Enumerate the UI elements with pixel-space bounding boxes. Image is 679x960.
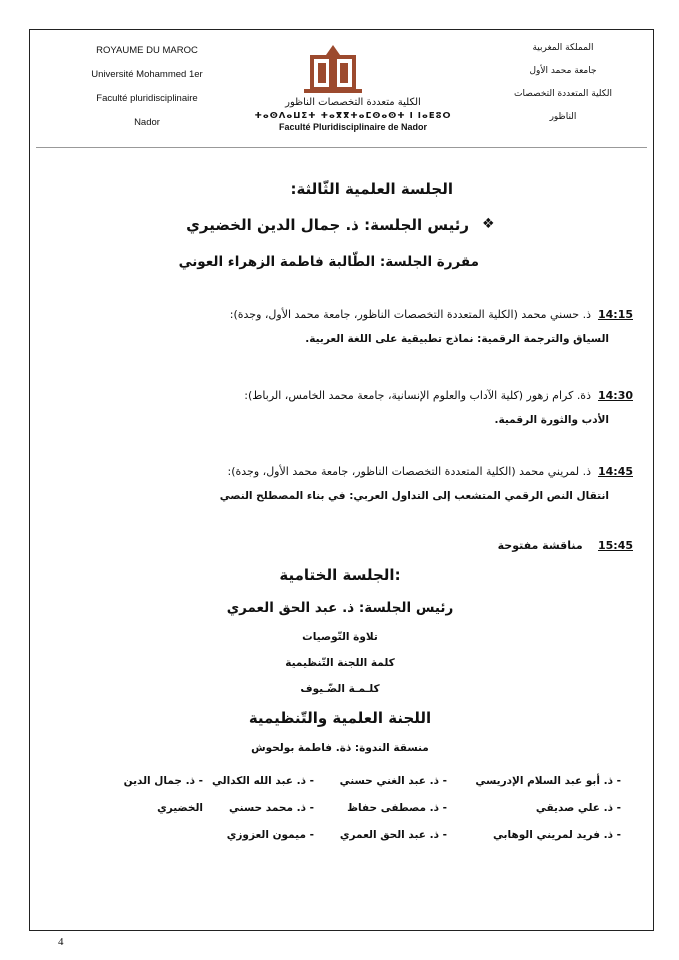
closing-item: كلمة اللجنة التّنظيمية	[285, 657, 395, 669]
committee-coordinator: منسقة الندوة: ذة. فاطمة بولحوش	[251, 742, 429, 754]
closing-chair: رئيس الجلسة: ذ. عبد الحق العمري	[226, 600, 454, 616]
header-french-line: Université Mohammed 1er	[91, 69, 203, 80]
committee-member: - ميمون العزوزي	[226, 829, 314, 841]
talk-speaker-line	[33, 465, 633, 478]
committee-member: - ذ. عبد الله الكدالي	[212, 775, 314, 787]
header-french-line: Faculté pluridisciplinaire	[96, 93, 198, 104]
committee-column-2	[317, 768, 447, 849]
committee-member: الخضيري	[157, 802, 203, 814]
header-arabic-line: المملكة المغربية	[532, 43, 594, 53]
faculty-logo-icon	[300, 45, 366, 95]
logo-french-text: Faculté Pluridisciplinaire de Nador	[278, 122, 428, 132]
closing-item: تلاوة التّوصيات	[302, 631, 378, 643]
open-discussion-line	[333, 539, 633, 552]
talk-speaker: ذ. لمريني محمد (الكلية المتعددة التخصصات الناظور، جامعة محمد الأول، وجدة):	[227, 465, 591, 478]
committee-column-3	[204, 768, 314, 849]
talk-speaker-line	[33, 389, 633, 402]
header-arabic-block	[488, 42, 638, 134]
committee-title: اللجنة العلمية والتّنظيمية	[248, 709, 432, 727]
header-divider	[36, 147, 647, 148]
committee-member: - ذ. علي صديقي	[535, 802, 621, 814]
header-arabic-line: الناظور	[549, 112, 577, 122]
committee-member: - ذ. جمال الدين	[123, 775, 203, 787]
header-french-line: Nador	[134, 117, 160, 128]
discussion-time: 15:45	[597, 539, 633, 552]
session3-rapporteur: مقررة الجلسة: الطّالبة فاطمة الزهراء العوني	[178, 254, 479, 270]
committee-member: - ذ. أبو عبد السلام الإدريسي	[475, 775, 621, 787]
talk-title: انتقال النص الرقمي المتشعب إلى التداول العربي: في بناء المصطلح النصي	[219, 490, 609, 502]
talk-time: 14:30	[597, 389, 633, 402]
closing-item: كلـمـة الضّـيوف	[300, 683, 380, 695]
committee-member: - ذ. فريد لمريني الوهابي	[492, 829, 621, 841]
talk-speaker-line	[33, 308, 633, 321]
session3-chair: رئيس الجلسة: ذ. جمال الدين الخضيري	[186, 216, 469, 234]
committee-member: - ذ. عبد الحق العمري	[339, 829, 447, 841]
logo-tifinagh-text: ⵜⴰⵙⴷⴰⵡⵉⵜ ⵜⴰⴳⴳⵜⴰⵎⵙⴰⵙⵜ ⵏ ⵏⴰⴹⵓⵔ	[254, 111, 452, 121]
committee-member: - ذ. مصطفى حفاظ	[347, 802, 447, 814]
talk-title: السياق والترجمة الرقمية: نماذج تطبيقية على اللغة العربية.	[305, 333, 609, 345]
header-arabic-line: الكلية المتعددة التخصصات	[514, 89, 612, 99]
talk-time: 14:45	[597, 465, 633, 478]
header-french-block	[82, 44, 212, 140]
committee-column-1	[451, 768, 621, 849]
page-number: 4	[58, 936, 64, 948]
header-arabic-line: جامعة محمد الأول	[529, 66, 597, 76]
talk-speaker: ذة. كرام زهور (كلية الآداب والعلوم الإنسانية، جامعة محمد الخامس، الرباط):	[244, 389, 591, 402]
session3-title: الجلسة العلمية الثّالثة:	[290, 180, 453, 198]
header-french-line: ROYAUME DU MAROC	[96, 45, 198, 56]
diamond-bullet-icon: ❖	[482, 216, 495, 232]
talk-time: 14:15	[597, 308, 633, 321]
discussion-label: مناقشة مفتوحة	[497, 539, 583, 552]
committee-member: - ذ. محمد حسني	[228, 802, 314, 814]
closing-title: الجلسة الختامية:	[279, 566, 401, 584]
talk-title: الأدب والثورة الرقمية.	[494, 414, 609, 426]
talk-speaker: ذ. حسني محمد (الكلية المتعددة التخصصات الناظور، جامعة محمد الأول، وجدة):	[229, 308, 591, 321]
committee-member: - ذ. عبد الغني حسني	[339, 775, 447, 787]
committee-column-4	[103, 768, 203, 822]
logo-arabic-text: الكلية متعددة التخصصات الناظور	[285, 97, 421, 108]
